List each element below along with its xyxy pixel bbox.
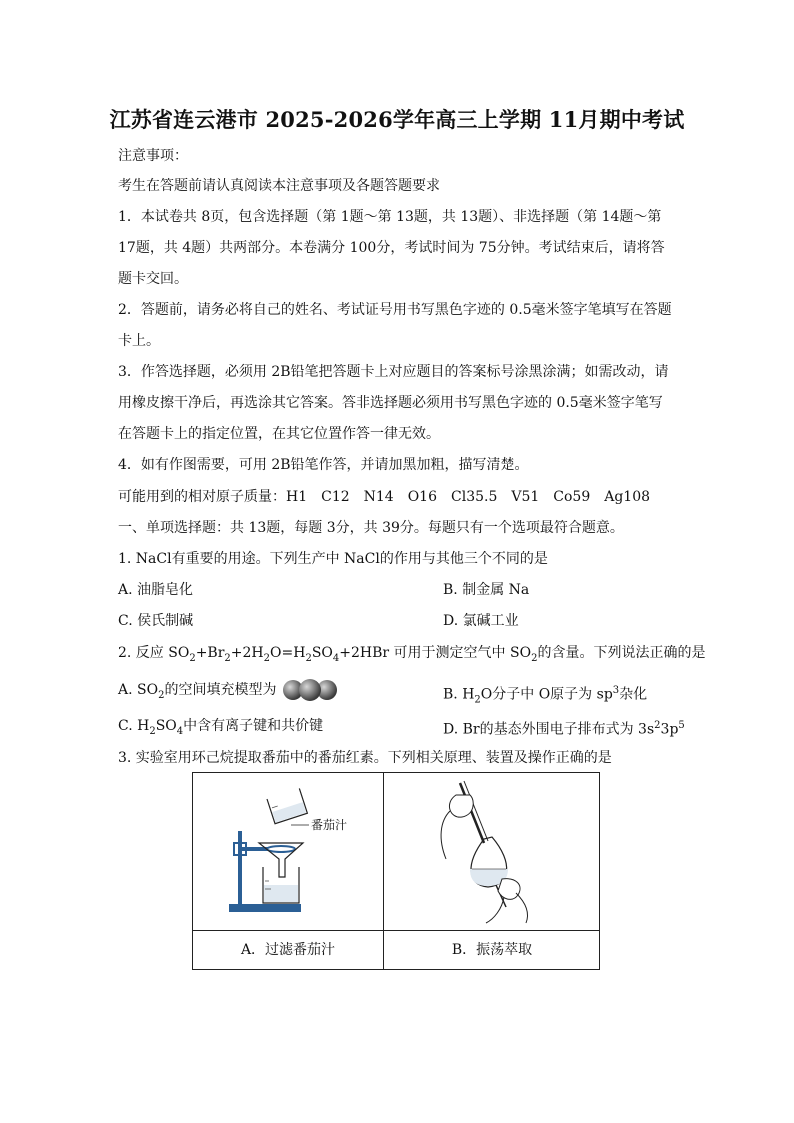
notice-item2-line1: 2．答题前，请务必将自己的姓名、考试证号用书写黑色字迹的 0.5毫米签字笔填写在答题 bbox=[118, 302, 672, 318]
separatory-funnel-icon bbox=[384, 773, 600, 930]
label-juice: 番茄汁 bbox=[311, 818, 348, 832]
so2-space-filling-model-icon bbox=[281, 679, 339, 701]
q1-option-c[interactable]: C. 侯氏制碱 bbox=[118, 613, 194, 629]
notice-item4: 4．如有作图需要，可用 2B铅笔作答，并请加黑加粗，描写清楚。 bbox=[118, 457, 529, 473]
notice-item3-line2: 用橡皮擦干净后，再选涂其它答案。答非选择题必须用书写黑色字迹的 0.5毫米签字笔写 bbox=[118, 395, 663, 411]
notice-item1-line1: 1．本试卷共 8页，包含选择题（第 1题～第 13题，共 13题）、非选择题（第 14题～第 bbox=[118, 209, 662, 225]
q2-option-d[interactable]: D. Br的基态外围电子排布式为 $3s^23p^5$ bbox=[443, 720, 685, 738]
notice-item3-line3: 在答题卡上的指定位置，在其它位置作答一律无效。 bbox=[118, 426, 440, 442]
filtration-apparatus-icon bbox=[193, 773, 383, 930]
notice-item2-line2: 卡上。 bbox=[118, 333, 160, 349]
caption-b: B．振荡萃取 bbox=[451, 942, 533, 958]
q2-option-c[interactable]: C. $H_2SO_4$中含有离子键和共价键 bbox=[118, 718, 324, 737]
section-heading: 一、单项选择题：共 13题，每题 3分，共 39分。每题只有一个选项最符合题意。 bbox=[118, 520, 624, 536]
q3-stem: 3. 实验室用环己烷提取番茄中的番茄红素。下列相关原理、装置及操作正确的是 bbox=[118, 750, 612, 766]
q1-option-d[interactable]: D. 氯碱工业 bbox=[443, 613, 519, 629]
notice-heading: 注意事项： bbox=[118, 148, 188, 164]
notice-intro: 考生在答题前请认真阅读本注意事项及各题答题要求 bbox=[118, 178, 440, 194]
q1-option-a[interactable]: A. 油脂皂化 bbox=[118, 582, 194, 598]
notice-item1-line3: 题卡交回。 bbox=[118, 271, 188, 287]
q1-option-b[interactable]: B. 制金属 Na bbox=[443, 582, 530, 598]
notice-item1-line2: 17题，共 4题）共两部分。本卷满分 100分，考试时间为 75分钟。考试结束后，请将答 bbox=[118, 240, 665, 256]
notice-item3-line1: 3．作答选择题，必须用 2B铅笔把答题卡上对应题目的答案标号涂黑涂满；如需改动，请 bbox=[118, 364, 669, 380]
atomic-masses: 可能用到的相对原子质量：H1 C12 N14 O16 Cl35.5 V51 Co59 Ag108 bbox=[118, 489, 651, 505]
q2-option-b[interactable]: B. $H_2O$分子中 O原子为 $sp^3$杂化 bbox=[443, 685, 648, 706]
q2-option-a[interactable]: A. $SO_2$的空间填充模型为 bbox=[118, 679, 339, 706]
exam-title: 江苏省连云港市 2025-2026学年高三上学期 11月期中考试 bbox=[109, 107, 685, 132]
caption-a: A．过滤番茄汁 bbox=[240, 942, 336, 958]
q2-stem: 2. 反应 $SO_2+Br_2+2H_2O=H_2SO_4+2HBr$ 可用于测定空气中 $SO_2$的含量。下列说法正确的是 bbox=[118, 645, 706, 664]
q3-figure-table bbox=[192, 772, 600, 970]
q1-stem: 1. NaCl有重要的用途。下列生产中 NaCl的作用与其他三个不同的是 bbox=[118, 551, 548, 567]
